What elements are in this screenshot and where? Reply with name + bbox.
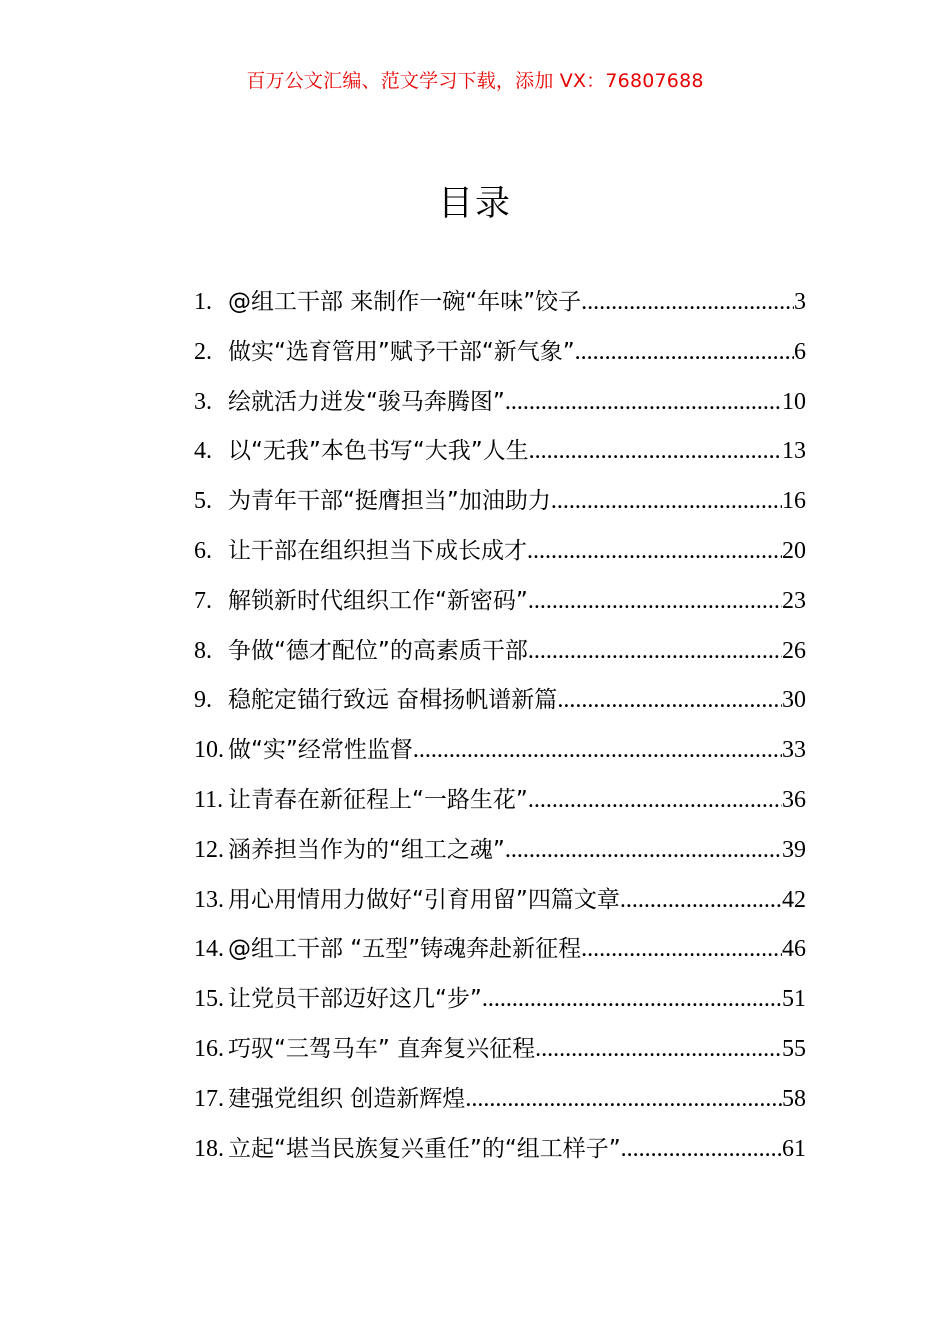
- toc-entry-page: 6: [794, 338, 806, 365]
- toc-entry-title: 立起“堪当民族复兴重任”的“组工样子”: [228, 1135, 621, 1162]
- toc-entry-title: @组工干部 来制作一碗“年味”饺子: [228, 289, 582, 315]
- toc-leader-dots: [575, 328, 794, 378]
- toc-entry-page: 61: [782, 1135, 806, 1162]
- toc-entry[interactable]: [194, 627, 806, 677]
- toc-entry[interactable]: [194, 776, 806, 826]
- toc-leader-dots: [482, 975, 782, 1025]
- toc-entry-title: 让干部在组织担当下成长成才: [228, 537, 527, 564]
- toc-entry[interactable]: [194, 1025, 806, 1075]
- toc-entry-title: 为青年干部“挺膺担当”加油助力: [228, 488, 551, 515]
- toc-leader-dots: [528, 776, 782, 826]
- toc-entry[interactable]: [194, 925, 806, 975]
- toc-entry-number: 14.: [194, 936, 224, 963]
- toc-entry-title: 绘就活力迸发“骏马奔腾图”: [228, 388, 505, 415]
- toc-leader-dots: [527, 527, 782, 577]
- toc-entry[interactable]: [194, 726, 806, 776]
- toc-entry[interactable]: [194, 577, 806, 627]
- toc-entry[interactable]: [194, 876, 806, 926]
- toc-entry-number: 15.: [194, 986, 224, 1013]
- toc-leader-dots: [505, 826, 782, 876]
- toc-entry-number: 5.: [194, 488, 212, 515]
- toc-entry-title: 用心用情用力做好“引育用留”四篇文章: [228, 886, 620, 913]
- toc-entry-title: @组工干部 “五型”铸魂奔赴新征程: [228, 936, 582, 963]
- toc-entry-page: 16: [782, 488, 806, 515]
- toc-entry[interactable]: [194, 278, 806, 328]
- header-note: 百万公文汇编、范文学习下载，添加 VX：76807688: [246, 70, 704, 92]
- toc-entry[interactable]: [194, 975, 806, 1025]
- toc-entry-page: 33: [782, 737, 806, 764]
- toc-entry-number: 3.: [194, 388, 212, 415]
- toc-leader-dots: [621, 1125, 782, 1175]
- toc-leader-dots: [529, 427, 782, 477]
- toc-entry-title: 做“实”经常性监督: [228, 737, 413, 764]
- toc-entry[interactable]: [194, 328, 806, 378]
- table-of-contents: [194, 278, 806, 1174]
- toc-leader-dots: [528, 627, 782, 677]
- toc-entry[interactable]: [194, 1125, 806, 1175]
- toc-entry-page: 58: [782, 1085, 806, 1112]
- toc-entry[interactable]: [194, 378, 806, 428]
- toc-leader-dots: [528, 577, 782, 627]
- toc-leader-dots: [413, 726, 782, 776]
- toc-entry-number: 16.: [194, 1035, 224, 1062]
- toc-entry-page: 55: [782, 1035, 806, 1062]
- toc-entry-page: 30: [782, 687, 806, 714]
- toc-entry-number: 9.: [194, 687, 212, 714]
- toc-entry-page: 36: [782, 786, 806, 813]
- toc-entry-title: 巧驭“三驾马车” 直奔复兴征程: [228, 1035, 536, 1062]
- toc-entry[interactable]: [194, 1075, 806, 1125]
- toc-entry-page: 46: [782, 936, 806, 963]
- toc-entry-number: 17.: [194, 1085, 224, 1112]
- toc-leader-dots: [581, 925, 782, 975]
- toc-entry-number: 10.: [194, 737, 224, 764]
- toc-entry-page: 51: [782, 986, 806, 1013]
- toc-entry-number: 13.: [194, 886, 224, 913]
- toc-entry-number: 8.: [194, 637, 212, 664]
- toc-entry-title: 以“无我”本色书写“大我”人生: [228, 438, 529, 465]
- toc-entry-title: 建强党组织 创造新辉煌: [228, 1085, 466, 1112]
- toc-entry[interactable]: [194, 676, 806, 726]
- toc-leader-dots: [505, 378, 782, 428]
- toc-entry-page: 42: [782, 886, 806, 913]
- toc-entry[interactable]: [194, 527, 806, 577]
- toc-entry-number: 1.: [194, 289, 212, 315]
- toc-entry[interactable]: [194, 477, 806, 527]
- toc-entry-number: 11.: [194, 786, 224, 813]
- toc-entry-number: 4.: [194, 438, 212, 465]
- toc-leader-dots: [581, 278, 794, 328]
- toc-leader-dots: [620, 876, 782, 926]
- toc-entry-title: 做实“选育管用”赋予干部“新气象”: [228, 338, 575, 365]
- toc-entry-page: 13: [782, 438, 806, 465]
- toc-leader-dots: [551, 477, 782, 527]
- toc-leader-dots: [557, 676, 782, 726]
- toc-leader-dots: [535, 1025, 782, 1075]
- toc-entry-page: 26: [782, 637, 806, 664]
- toc-entry-title: 让青春在新征程上“一路生花”: [228, 786, 528, 813]
- toc-entry-number: 12.: [194, 836, 224, 863]
- toc-entry-page: 23: [782, 587, 806, 614]
- toc-entry-page: 3: [794, 289, 806, 315]
- toc-entry-number: 18.: [194, 1135, 224, 1162]
- toc-entry[interactable]: [194, 826, 806, 876]
- toc-entry-title: 让党员干部迈好这几“步”: [228, 986, 482, 1013]
- toc-entry-title: 争做“德才配位”的高素质干部: [228, 637, 528, 664]
- toc-entry-title: 涵养担当作为的“组工之魂”: [228, 836, 505, 863]
- toc-entry-number: 7.: [194, 587, 212, 614]
- page-title: 目录: [437, 184, 512, 224]
- toc-entry[interactable]: [194, 427, 806, 477]
- toc-entry-number: 2.: [194, 338, 212, 365]
- toc-entry-page: 10: [782, 388, 806, 415]
- toc-entry-title: 稳舵定锚行致远 奋楫扬帆谱新篇: [228, 687, 558, 714]
- toc-entry-page: 20: [782, 537, 806, 564]
- toc-leader-dots: [465, 1075, 782, 1125]
- toc-entry-number: 6.: [194, 537, 212, 564]
- toc-entry-title: 解锁新时代组织工作“新密码”: [228, 587, 528, 614]
- toc-entry-page: 39: [782, 836, 806, 863]
